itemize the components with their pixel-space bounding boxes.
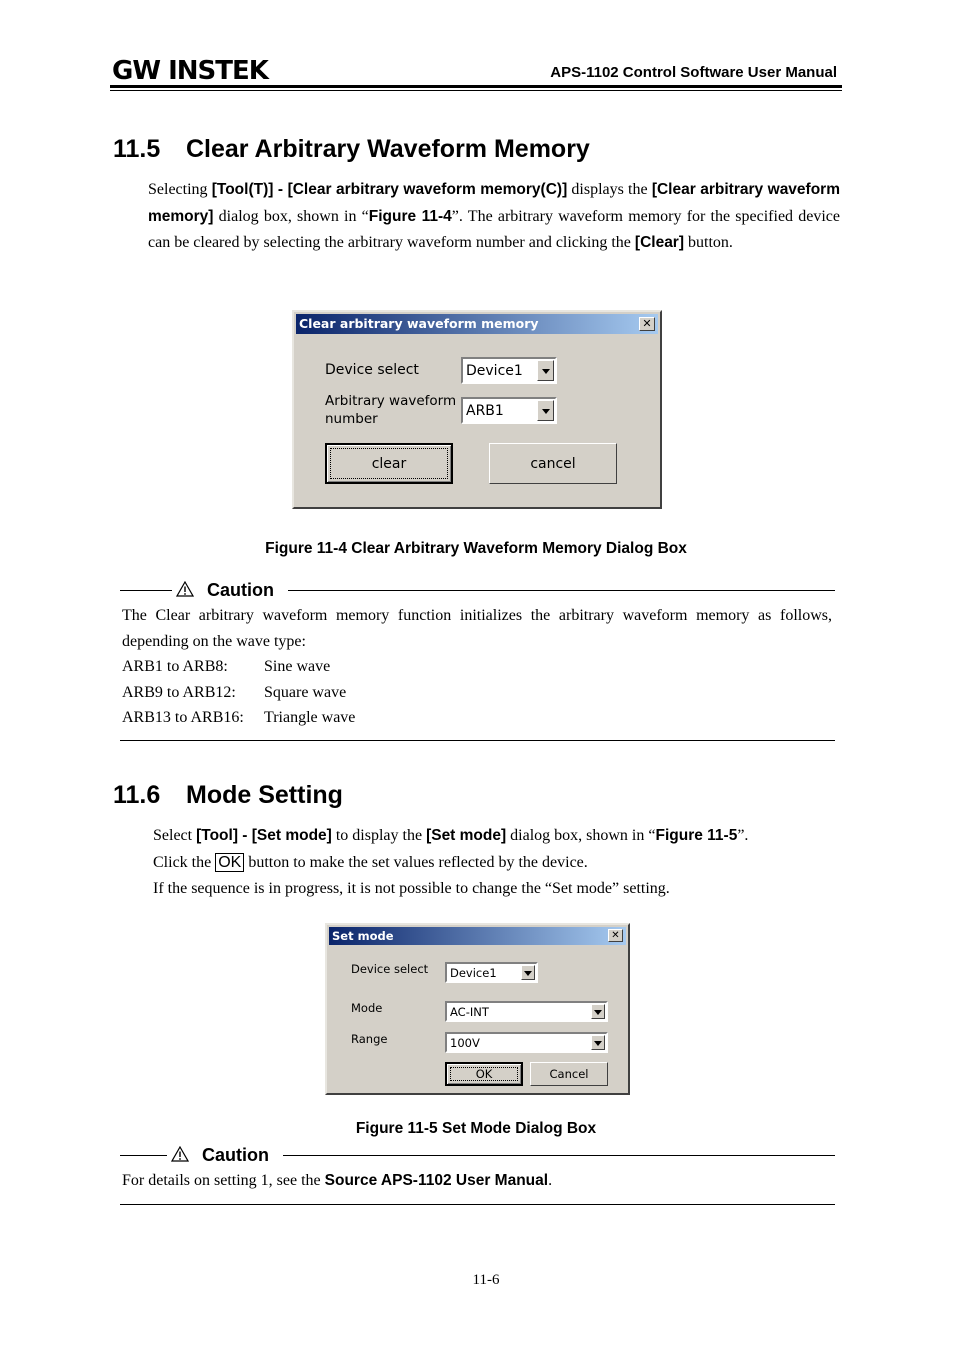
caution-rule-bottom [120,740,835,741]
figure-11-5-caption: Figure 11-5 Set Mode Dialog Box [355,1120,597,1137]
set-mode-dialog [325,923,630,1095]
arb-number-dropdown[interactable]: ARB1 [461,397,557,424]
arb-number-label: Arbitrary waveform number [325,393,457,427]
chevron-down-icon[interactable] [521,965,535,980]
caution-heading: Caution [176,580,274,601]
caution-heading: Caution [171,1145,269,1166]
cancel-button[interactable]: cancel [489,443,617,484]
manual-title: APS-1102 Control Software User Manual [550,64,837,81]
warning-icon [171,1146,189,1162]
close-icon[interactable]: ✕ [639,317,655,331]
caution-rule-right [288,590,835,591]
ok-button[interactable]: OK [445,1062,523,1086]
mode-dropdown[interactable]: AC-INT [445,1001,608,1022]
section-heading-11-6: 11.6 Mode Setting [113,781,343,809]
device-select-label: Device select [325,362,419,378]
device-select-dropdown[interactable]: Device1 [461,357,557,384]
caution-rule-bottom [120,1204,835,1205]
caution-rule-left [120,1155,167,1156]
close-icon[interactable]: ✕ [608,929,623,942]
clear-arb-dialog [292,310,662,509]
dialog-titlebar: Set mode ✕ [329,927,626,945]
range-dropdown[interactable]: 100V [445,1032,608,1053]
cancel-button[interactable]: Cancel [530,1062,608,1086]
svg-text:GW INSTEK: GW INSTEK [112,56,268,82]
caution-row: ARB9 to ARB12: Square wave [122,683,347,701]
caution-row: ARB13 to ARB16: Triangle wave [122,709,356,726]
range-label: Range [351,1032,388,1046]
header-rule [110,85,842,88]
caution-body: The Clear arbitrary waveform memory function initializes the arbitrary waveform memory as follows, depending on the wave type: ARB1 to ARB8: Sine wave ARB9 to ARB12: Square wave ARB13 to ARB16: Triangle wave [122,603,832,731]
mode-label: Mode [351,1001,383,1015]
caution-rule-right [283,1155,835,1156]
clear-button[interactable]: clear [325,443,453,484]
chevron-down-icon[interactable] [591,1004,605,1019]
dialog-titlebar: Clear arbitrary waveform memory ✕ [296,314,658,334]
ok-key-label: OK [215,853,244,872]
section-11-5-paragraph: Selecting [Tool(T)] - [Clear arbitrary waveform memory(C)] displays the [Clear arbitrary waveform memory] dialog box, shown in “Figure 11-4”. The arbitrary waveform memory for the specified device can be cleared by selecting the arbitrary waveform number and clicking the [Clear] button. [148,181,840,252]
caution-rule-left [120,590,172,591]
chevron-down-icon[interactable] [537,360,554,381]
caution-body: For details on setting 1, see the Source APS-1102 User Manual. [122,1172,553,1189]
section-11-6-paragraph: Select [Tool] - [Set mode] to display the [Set mode] dialog box, shown in “Figure 11-5”. Click the OK button to make the set values reflected by the device. If the sequence is in progress, it is not possible to change the “Set mode” setting. [153,827,749,898]
chevron-down-icon[interactable] [591,1035,605,1050]
warning-icon [176,581,194,597]
gwinstek-logo [112,56,276,82]
caution-row: ARB1 to ARB8: Sine wave [122,658,331,675]
chevron-down-icon[interactable] [537,400,554,421]
device-select-label: Device select [351,962,429,976]
device-select-dropdown[interactable]: Device1 [445,962,538,983]
figure-11-4-caption: Figure 11-4 Clear Arbitrary Waveform Memory Dialog Box [265,540,687,557]
section-heading-11-5: 11.5 Clear Arbitrary Waveform Memory [113,135,590,163]
header-rule-thin [110,90,842,91]
page-number: 11-6 [472,1272,500,1288]
